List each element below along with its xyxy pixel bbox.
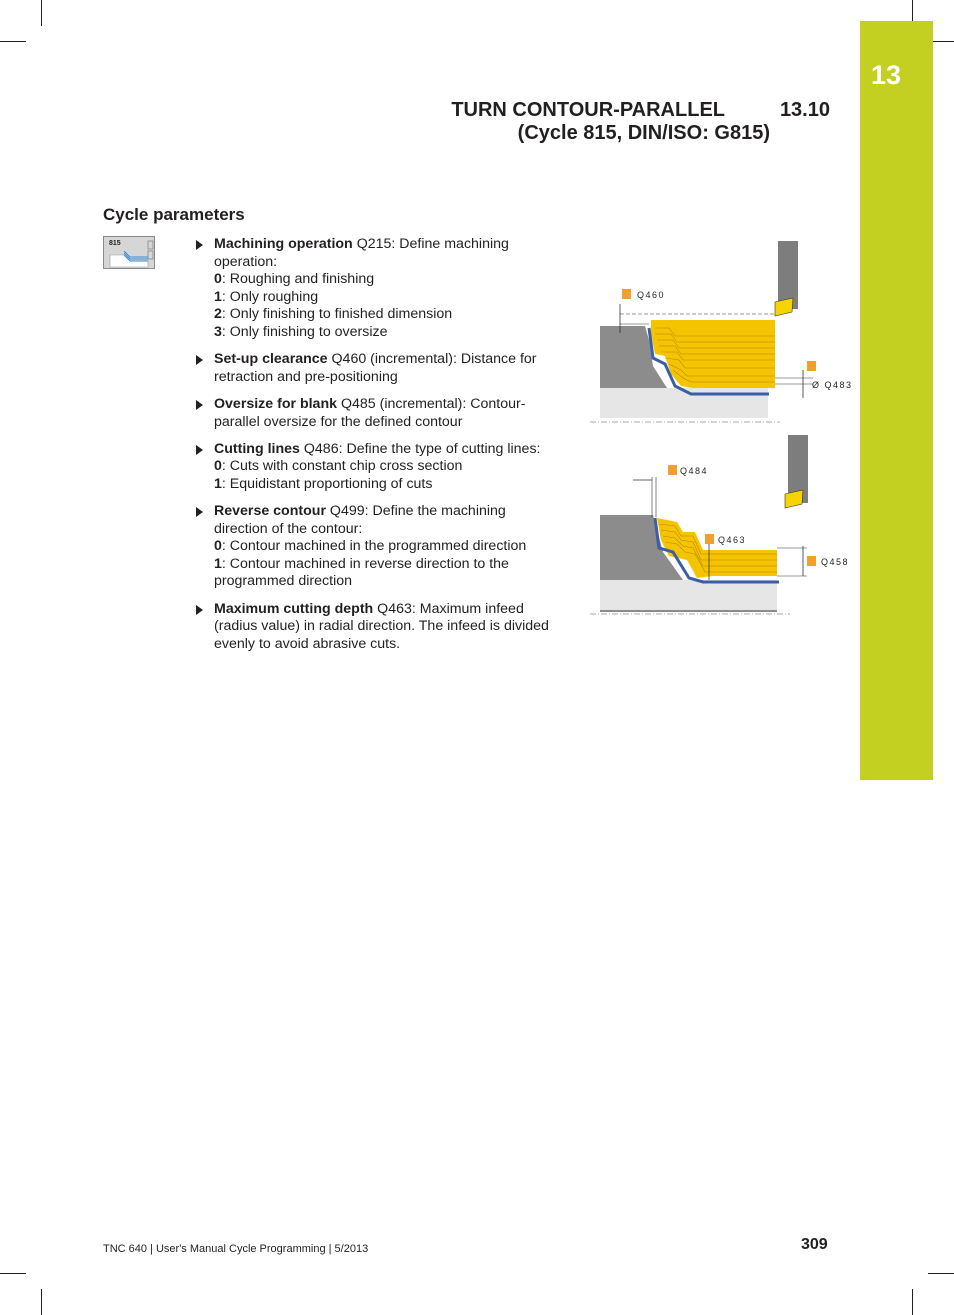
param-desc: Q215: Define machining operation:: [214, 236, 509, 270]
tool-holder: [778, 241, 798, 309]
label-q458: Q458: [821, 557, 850, 567]
param-name: Set-up clearance: [214, 351, 328, 368]
bullet-arrow-icon: [196, 400, 203, 410]
section-title: Cycle parameters: [103, 205, 245, 224]
header-title-line1: TURN CONTOUR-PARALLEL: [451, 99, 725, 121]
header-title-line2: (Cycle 815, DIN/ISO: G815): [517, 122, 770, 144]
chapter-side-tab: [860, 21, 933, 780]
param-name: Oversize for blank: [214, 395, 338, 412]
label-q463: Q463: [718, 535, 747, 545]
bullet-arrow-icon: [196, 605, 203, 615]
parameter-list: [196, 236, 561, 663]
footer-text: TNC 640 | User's Manual Cycle Programming | 5/2013: [103, 1243, 369, 1255]
bullet-arrow-icon: [196, 240, 203, 250]
soft-key-label: 815: [109, 240, 121, 247]
crop-mark: [912, 1289, 913, 1315]
label-tag-icon: [705, 534, 714, 544]
label-q483: Ø Q483: [812, 380, 853, 390]
param-option: 3: Only finishing to oversize: [214, 323, 388, 340]
label-tag-icon: [807, 556, 816, 566]
param-oversize-blank: [196, 396, 561, 431]
param-name: Machining operation: [214, 236, 353, 252]
param-name: Maximum cutting depth: [214, 600, 374, 617]
param-desc: Q485 (incremental): Contour-parallel oversize for the defined contour: [214, 395, 526, 430]
workpiece-light: [600, 580, 777, 610]
param-reverse-contour: [196, 503, 561, 591]
param-desc: Q499: Define the machining direction of the contour:: [214, 503, 506, 537]
crop-mark: [41, 0, 42, 26]
header-section-number: 13.10: [779, 99, 830, 121]
param-option: 1: Only roughing: [214, 288, 319, 305]
cycle-soft-key: [103, 236, 155, 269]
figure-q460-q483: [585, 238, 855, 428]
figure-q484-q463-q458: [585, 432, 855, 622]
crop-mark: [0, 1273, 26, 1274]
label-q484: Q484: [680, 466, 709, 476]
param-desc: Q486: Define the type of cutting lines:: [303, 440, 541, 457]
param-name: Cutting lines: [214, 440, 300, 457]
bullet-arrow-icon: [196, 507, 203, 517]
tool-insert-icon: [775, 298, 793, 316]
crop-mark: [0, 41, 26, 42]
label-tag-icon: [807, 361, 816, 371]
chapter-number: 13: [871, 60, 902, 90]
bullet-arrow-icon: [196, 355, 203, 365]
label-tag-icon: [622, 289, 631, 299]
param-desc: Q460 (incremental): Distance for retraction and pre-positioning: [214, 351, 537, 385]
page-number: 309: [801, 1236, 828, 1253]
param-machining-operation: [196, 236, 561, 342]
param-max-cutting-depth: [196, 601, 561, 654]
crop-mark: [41, 1289, 42, 1315]
param-cutting-lines: [196, 441, 561, 494]
bullet-arrow-icon: [196, 445, 203, 455]
label-tag-icon: [668, 465, 677, 475]
crop-mark: [928, 1273, 954, 1274]
soft-key-graphic-icon: [104, 237, 156, 270]
param-option: 0: Contour machined in the programmed direction: [214, 538, 527, 555]
param-option: 1: Equidistant proportioning of cuts: [214, 475, 433, 492]
param-setup-clearance: [196, 351, 561, 386]
tool-insert-icon: [785, 490, 803, 508]
label-q460: Q460: [637, 290, 666, 300]
param-option: 0: Cuts with constant chip cross section: [214, 458, 463, 475]
param-desc: Q463: Maximum infeed (radius value) in radial direction. The infeed is divided evenly to avoid abrasive cuts.: [214, 600, 549, 652]
param-option: 2: Only finishing to finished dimension: [214, 306, 453, 323]
param-option: 0: Roughing and finishing: [214, 271, 375, 288]
param-name: Reverse contour: [214, 503, 326, 520]
param-option: 1: Contour machined in reverse direction to the programmed direction: [214, 555, 509, 590]
